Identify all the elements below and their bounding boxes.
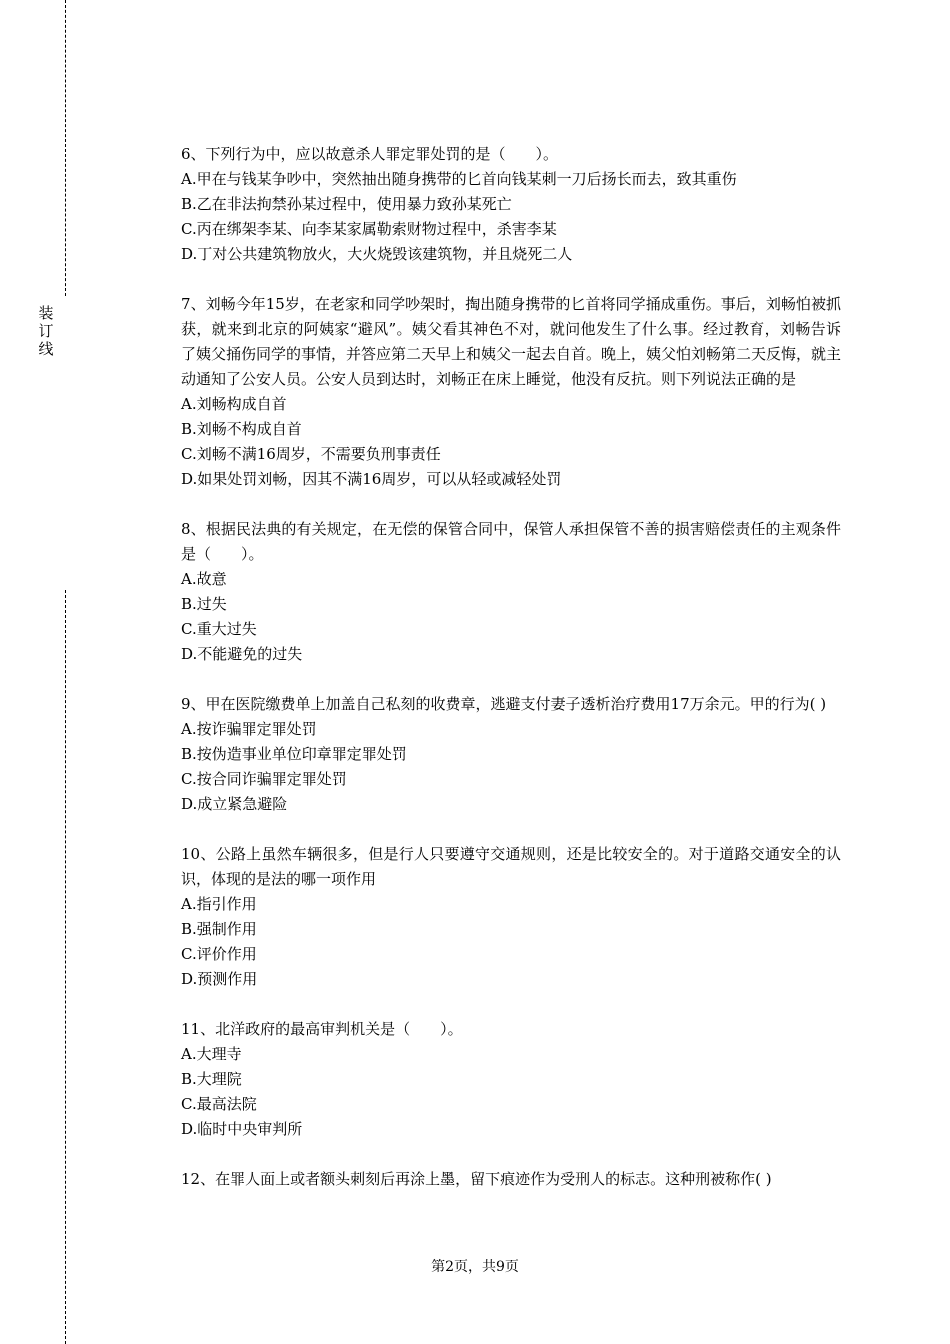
question-stem: 6、下列行为中，应以故意杀人罪定罪处罚的是（ ）。: [181, 145, 559, 163]
option-a: A.指引作用: [181, 895, 257, 913]
option-a: A.刘畅构成自首: [181, 395, 287, 413]
option-b: B.乙在非法拘禁孙某过程中，使用暴力致孙某死亡: [181, 195, 512, 213]
option-a: A.按诈骗罪定罪处罚: [181, 720, 317, 738]
option-b: B.强制作用: [181, 920, 257, 938]
option-a: A.大理寺: [181, 1045, 242, 1063]
option-b: B.刘畅不构成自首: [181, 420, 302, 438]
option-d: D.如果处罚刘畅，因其不满16周岁，可以从轻或减轻处罚: [181, 470, 562, 488]
question-stem: 8、根据民法典的有关规定，在无偿的保管合同中，保管人承担保管不善的损害赔偿责任的主观条件是（ ）。: [181, 520, 841, 563]
page-footer: [0, 1257, 950, 1277]
option-d: D.成立紧急避险: [181, 795, 288, 813]
binding-char: 线: [38, 340, 54, 358]
binding-label: [36, 304, 56, 358]
question-stem: 10、公路上虽然车辆很多，但是行人只要遵守交通规则，还是比较安全的。对于道路交通安全的认识，体现的是法的哪一项作用: [181, 845, 841, 888]
binding-line-top: [65, 0, 66, 296]
question-8: [181, 517, 841, 667]
option-b: B.大理院: [181, 1070, 242, 1088]
question-stem: 11、北洋政府的最高审判机关是（ ）。: [181, 1020, 463, 1038]
option-d: D.临时中央审判所: [181, 1120, 303, 1138]
question-9: [181, 692, 841, 817]
option-b: B.过失: [181, 595, 227, 613]
option-c: C.重大过失: [181, 620, 257, 638]
question-7: [181, 292, 841, 492]
page-number: 第2页，共9页: [431, 1259, 519, 1275]
question-11: [181, 1017, 841, 1142]
question-stem: 7、刘畅今年15岁，在老家和同学吵架时，掏出随身携带的匕首将同学捅成重伤。事后，刘畅怕被抓获，就来到北京的阿姨家“避风”。姨父看其神色不对，就问他发生了什么事。经过教育，刘畅告诉了姨父捅伤同学的事情，并答应第二天早上和姨父一起去自首。晚上，姨父怕刘畅第二天反悔，就主动通知了公安人员。公安人员到达时，刘畅正在床上睡觉，他没有反抗。则下列说法正确的是: [181, 295, 842, 388]
option-a: A.甲在与钱某争吵中，突然抽出随身携带的匕首向钱某刺一刀后扬长而去，致其重伤: [181, 170, 737, 188]
option-b: B.按伪造事业单位印章罪定罪处罚: [181, 745, 407, 763]
binding-line-bottom: [65, 590, 66, 1344]
question-list: [181, 142, 841, 1217]
question-12: [181, 1167, 841, 1192]
binding-char: 订: [38, 322, 54, 340]
option-c: C.按合同诈骗罪定罪处罚: [181, 770, 347, 788]
option-c: C.丙在绑架李某、向李某家属勒索财物过程中，杀害李某: [181, 220, 557, 238]
option-d: D.丁对公共建筑物放火，大火烧毁该建筑物，并且烧死二人: [181, 245, 573, 263]
option-a: A.故意: [181, 570, 227, 588]
option-d: D.不能避免的过失: [181, 645, 303, 663]
question-stem: 9、甲在医院缴费单上加盖自己私刻的收费章，逃避支付妻子透析治疗费用17万余元。甲的行为( ): [181, 695, 827, 713]
option-c: C.刘畅不满16周岁，不需要负刑事责任: [181, 445, 441, 463]
option-c: C.最高法院: [181, 1095, 257, 1113]
question-6: [181, 142, 841, 267]
option-c: C.评价作用: [181, 945, 257, 963]
question-10: [181, 842, 841, 992]
option-d: D.预测作用: [181, 970, 258, 988]
binding-char: 装: [38, 304, 54, 322]
question-stem: 12、在罪人面上或者额头刺刻后再涂上墨，留下痕迹作为受刑人的标志。这种刑被称作( ): [181, 1170, 772, 1188]
